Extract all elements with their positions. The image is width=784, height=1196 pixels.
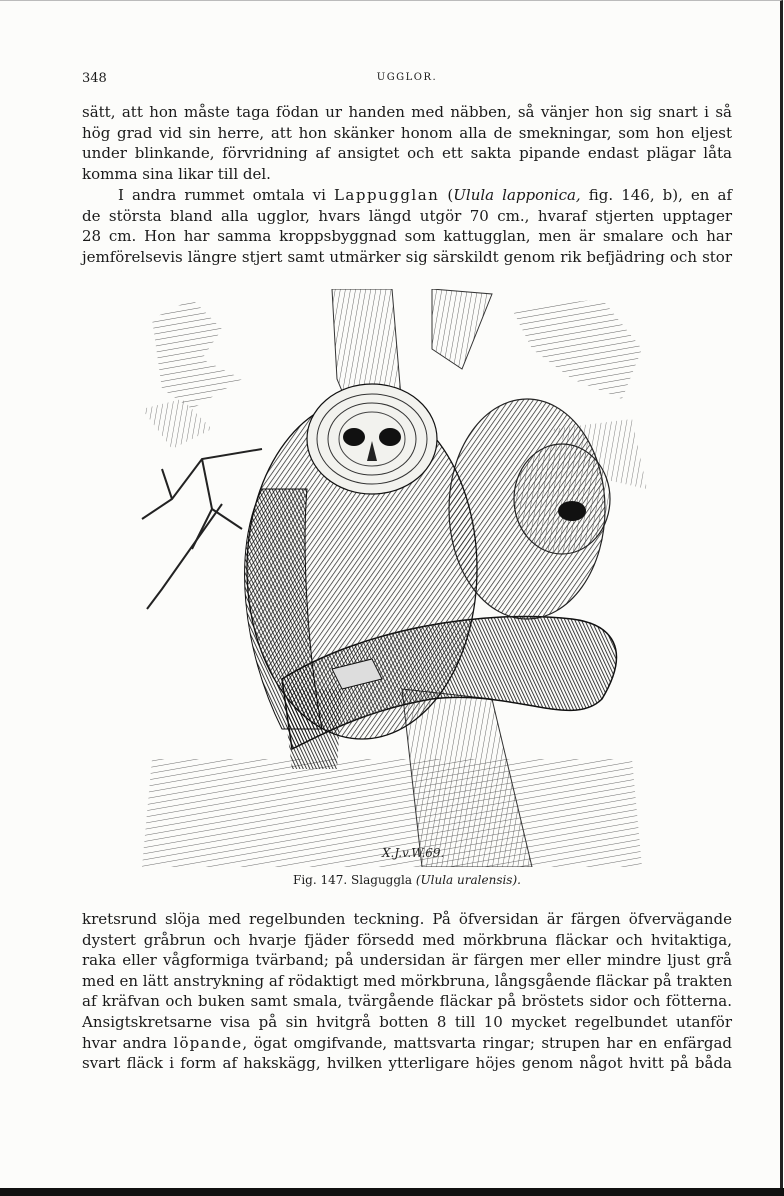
owl-eye-right — [379, 428, 401, 446]
owl-engraving-figure — [132, 289, 652, 867]
spaced-word: löpande — [173, 1033, 243, 1052]
species-name-spaced: Lappugglan — [333, 186, 440, 204]
text-line: med en lätt anstrykning af rödaktigt med mörkbruna, långsgående fläckar på trakten — [82, 971, 733, 990]
text-line: dystert gråbrun och hvarje fjäder försedd med mörkbruna fläckar och hvitaktiga, — [82, 930, 732, 949]
foliage-left — [142, 299, 242, 449]
text-line: de största bland alla ugglor, hvars längd utgör 70 cm., hvaraf stjerten upptager — [82, 206, 732, 225]
page-number: 348 — [82, 71, 107, 86]
running-head: UGGLOR. — [376, 72, 438, 83]
figure-caption — [82, 873, 732, 887]
text-run: , ögat omgifvande, mattsvarta ringar; strupen har en enfärgad — [242, 1033, 733, 1052]
text-line: kretsrund slöja med regelbunden teckning. På öfversidan är färgen öfvervägande — [82, 910, 732, 928]
text-run: I andra rummet omtala vi — [118, 186, 334, 204]
caption-label: Fig. 147. — [293, 873, 348, 887]
text-line: jemförelsevis längre stjert samt utmärker sig särskildt genom rik befjädring och stor — [82, 247, 732, 266]
text-line: hög grad vid sin herre, att hon skänker honom alla de smekningar, som hon eljest — [82, 123, 732, 142]
paragraph-3 — [82, 909, 732, 1074]
text-line: sätt, att hon måste taga födan ur handen med näbben, så vänjer hon sig snart i så — [82, 103, 732, 121]
text-line: raka eller vågformiga tvärband; på undersidan är färgen mer eller mindre ljust grå — [82, 951, 732, 970]
owl-main-tail — [282, 689, 342, 769]
owl-eye-left — [343, 428, 365, 446]
text-line: 28 cm. Hon har samma kroppsbyggnad som kattugglan, men är smalare och har — [82, 227, 732, 246]
text-run: ( — [439, 186, 454, 204]
paragraph-2 — [82, 185, 732, 267]
caption-latin: (Ulula uralensis). — [415, 873, 521, 887]
text-line: under blinkande, förvridning af ansigtet och ett sakta pipande endast plägar låta — [82, 144, 732, 163]
page-header — [82, 71, 732, 91]
text-run: fig. 146, b), en af — [580, 186, 733, 204]
caption-name: Slaguggla — [351, 873, 413, 887]
text-line — [82, 185, 732, 206]
text-line: af kräfvan och buken samt smala, tvärgående fläckar på bröstets sidor och fötterna. — [82, 992, 732, 1011]
artist-signature: X.J.v.W.69. — [382, 846, 445, 860]
text-run: hvar andra — [82, 1033, 174, 1052]
text-line: svart fläck i form af hakskägg, hvilken ytterligare höjes genom något hvitt på båda — [82, 1054, 732, 1073]
page-bottom-edge — [0, 1188, 784, 1196]
text-line — [82, 1033, 732, 1054]
latin-name: Ulula lapponica, — [453, 186, 581, 204]
owl-right-head — [514, 444, 610, 554]
owl-main-face — [307, 384, 437, 494]
bare-twigs — [142, 449, 262, 609]
paragraph-1 — [82, 102, 732, 184]
text-line: komma sina likar till del. — [82, 164, 271, 183]
text-line: Ansigtskretsarne visa på sin hvitgrå botten 8 till 10 mycket regelbundet utanför — [82, 1012, 732, 1031]
